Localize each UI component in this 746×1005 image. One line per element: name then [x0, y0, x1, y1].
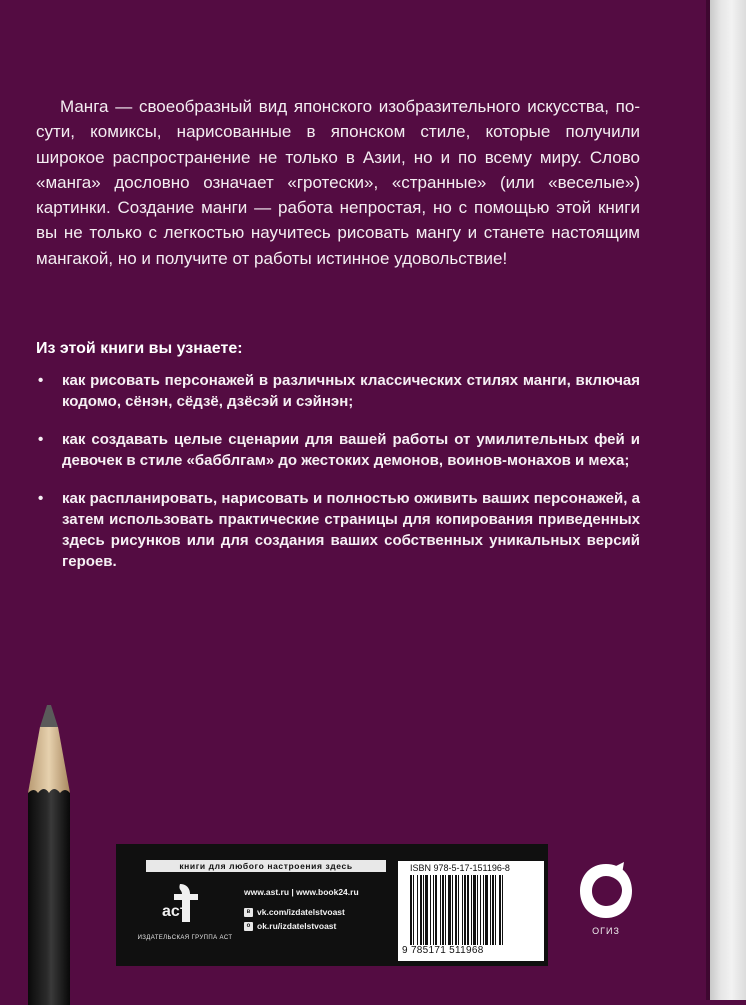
barcode-bar	[467, 875, 469, 945]
barcode	[408, 875, 534, 947]
list-item	[36, 488, 640, 572]
barcode-bar	[502, 875, 503, 945]
barcode-bar	[455, 875, 457, 945]
isbn: ISBN 978-5-17-151196-8	[410, 863, 510, 873]
barcode-bar	[430, 875, 431, 945]
barcode-bar	[417, 875, 418, 945]
book-spine	[710, 0, 746, 1000]
barcode-bar	[420, 875, 422, 945]
vk-row	[244, 907, 345, 917]
barcode-bar	[448, 875, 451, 945]
bullet-icon: •	[38, 372, 44, 389]
vk-link: vk.com/izdatelstvoast	[257, 907, 345, 917]
list-item-text: как рисовать персонажей в различных классических стилях манги, включая кодомо, сёнэн, сёдзё, дзёсэй и сэйнэн;	[62, 372, 640, 410]
barcode-bar	[458, 875, 459, 945]
bullet-icon: •	[38, 490, 44, 507]
ast-logo-icon	[160, 882, 200, 924]
list-item-text: как распланировать, нарисовать и полностью оживить ваших персонажей, а затем использовать практические страницы для копирования приведенных здесь рисунков или для создания ваших собственных уникальных версий героев.	[62, 490, 640, 570]
vk-icon: в	[244, 908, 253, 917]
bullet-icon: •	[38, 431, 44, 448]
barcode-bar	[499, 875, 501, 945]
list-item-text: как создавать целые сценарии для вашей работы от умилительных фей и девочек в стиле «бабблгам» до жестоких демонов, воинов-монахов и меха;	[62, 431, 640, 469]
barcode-bar	[483, 875, 484, 945]
barcode-bar	[462, 875, 463, 945]
barcode-bar	[477, 875, 478, 945]
pencil-icon	[26, 705, 72, 1005]
ast-logo-text: аст	[162, 903, 188, 920]
barcode-bar	[480, 875, 481, 945]
barcode-bar	[410, 875, 412, 945]
publisher-sites: www.ast.ru | www.book24.ru	[244, 887, 359, 897]
list-item	[36, 370, 640, 412]
barcode-bar	[445, 875, 446, 945]
barcode-bar	[473, 875, 476, 945]
intro-paragraph: Манга — своеобразный вид японского изобразительного искусства, по-сути, комиксы, нарисованные в японском стиле, которые получили широкое распространение не только в Азии, но и по всему миру. Слово «манга» дословно означает «гротески», «странные» (или «веселые») картинки. Создание манги — работа непростая, но с помощью этой книги вы не только с легкостью научитесь рисовать мангу и станете настоящим мангакой, но и получите от работы истинное удовольствие!	[36, 97, 640, 268]
barcode-bar	[442, 875, 444, 945]
barcode-number: 9 785171 511968	[402, 945, 484, 956]
barcode-bar	[485, 875, 488, 945]
barcode-bar	[423, 875, 424, 945]
barcode-box	[398, 861, 544, 961]
barcode-bar	[471, 875, 472, 945]
barcode-bar	[435, 875, 437, 945]
barcode-bar	[492, 875, 494, 945]
learn-heading: Из этой книги вы узнаете:	[36, 340, 243, 357]
list-item	[36, 429, 640, 471]
publisher-block	[116, 844, 548, 966]
barcode-bar	[490, 875, 491, 945]
barcode-bar	[425, 875, 428, 945]
ok-link: ok.ru/izdatelstvoast	[257, 921, 337, 931]
barcode-bar	[413, 875, 414, 945]
ogiz-label: ОГИЗ	[592, 926, 620, 936]
barcode-bar	[464, 875, 466, 945]
ok-icon: о	[244, 922, 253, 931]
barcode-bar	[433, 875, 434, 945]
barcode-bar	[452, 875, 453, 945]
barcode-bar	[495, 875, 496, 945]
publisher-tagline: книги для любого настроения здесь	[146, 860, 386, 872]
ok-row	[244, 921, 336, 931]
learn-list	[36, 370, 640, 589]
publisher-group: ИЗДАТЕЛЬСКАЯ ГРУППА АСТ	[137, 935, 233, 941]
barcode-bar	[440, 875, 441, 945]
